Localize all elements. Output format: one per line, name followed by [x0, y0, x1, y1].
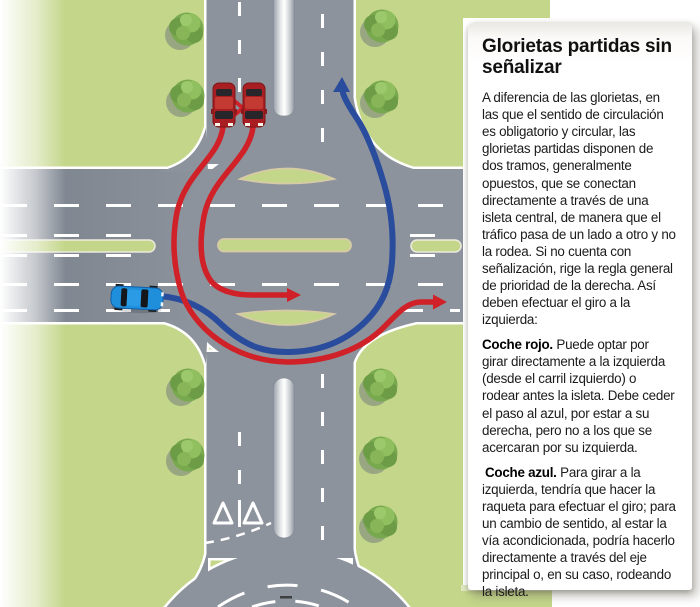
red-car-section — [482, 336, 676, 456]
red-car-left — [211, 83, 237, 127]
car-windshield — [245, 111, 263, 119]
blue-car-text: Para girar a la izquierda, tendría que hacer la raqueta para efectuar el giro; para un cambio de sentido, al estar la vía acondicionada, podría hacerlo directamente a través del eje principal o, en su caso, rodeando la isleta. — [482, 464, 676, 600]
watermark-mark — [280, 596, 292, 599]
car-roof — [215, 97, 233, 109]
headlight — [258, 123, 263, 126]
explanation-panel — [468, 22, 692, 600]
red-car-lead: Coche rojo. — [482, 337, 553, 353]
car-rear-window — [121, 288, 128, 306]
panel-intro: A diferencia de las glorietas, en las que el sentido de circulación es obligatorio y circular, las glorietas partidas disponen de dos tramos, generalmente opuestos, que se conectan directamente a través de una isleta central, de manera que el tráfico pasa de un lado a otro y no la rodea. Si no cuenta con señalización, rige la regla general de prioridad de la derecha. Así deben efectuar el giro a la izquierda: — [482, 90, 676, 328]
car-rear-window — [246, 89, 262, 96]
headlight — [245, 123, 250, 126]
car-roof — [127, 289, 142, 306]
blue-car — [110, 284, 164, 315]
car-roof — [245, 97, 263, 109]
blue-car-lead: Coche azul. — [485, 464, 557, 480]
car-windshield — [141, 289, 149, 307]
headlight — [228, 123, 233, 126]
red-car-text: Puede optar por girar directamente a la izquierda (desde el carril izquierdo) o rodear antes la isleta. Debe ceder el paso al azul, por estar a su derecha, pero no a los que se acercaran por su izquierda. — [482, 337, 675, 455]
panel-title: Glorietas partidas sin señalizar — [482, 36, 672, 79]
headlight — [161, 302, 164, 306]
headlight — [215, 123, 220, 126]
car-windshield — [215, 111, 233, 119]
red-car-right — [241, 83, 267, 127]
grass-median-east — [411, 240, 461, 252]
headlight — [161, 292, 164, 296]
blue-car-section — [482, 464, 676, 601]
edge-fade — [0, 0, 66, 607]
car-rear-window — [216, 89, 232, 96]
central-islet — [218, 239, 351, 252]
median-barrier-bottom — [274, 378, 295, 538]
median-barrier-top — [274, 0, 295, 116]
